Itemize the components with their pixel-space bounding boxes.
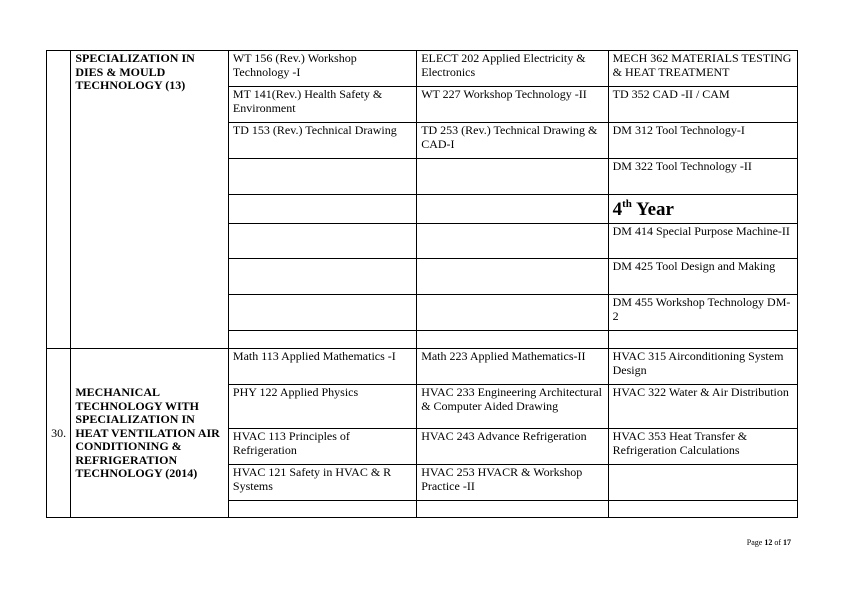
course-cell: HVAC 353 Heat Transfer & Refrigeration Calculations (608, 429, 797, 465)
course-cell: DM 322 Tool Technology -II (608, 159, 797, 195)
course-cell: DM 414 Special Purpose Machine-II (608, 224, 797, 259)
course-cell (228, 195, 416, 224)
course-cell: Math 223 Applied Mathematics-II (417, 349, 608, 385)
empty-cell (608, 331, 797, 349)
year-heading-cell (608, 195, 797, 224)
course-cell: TD 153 (Rev.) Technical Drawing (228, 123, 416, 159)
course-cell (608, 465, 797, 501)
course-cell: HVAC 233 Engineering Architectural & Computer Aided Drawing (417, 385, 608, 429)
serial-number-cell: 30. (47, 349, 71, 518)
course-cell (417, 259, 608, 295)
course-cell (417, 295, 608, 331)
course-cell (228, 259, 416, 295)
course-cell: HVAC 243 Advance Refrigeration (417, 429, 608, 465)
course-cell (228, 159, 416, 195)
empty-cell (228, 331, 416, 349)
course-cell (228, 224, 416, 259)
course-cell: MECH 362 MATERIALS TESTING & HEAT TREATMENT (608, 51, 797, 87)
course-cell: DM 425 Tool Design and Making (608, 259, 797, 295)
course-cell: HVAC 121 Safety in HVAC & R Systems (228, 465, 416, 501)
course-cell (417, 159, 608, 195)
course-cell: TD 253 (Rev.) Technical Drawing & CAD-I (417, 123, 608, 159)
course-cell (417, 224, 608, 259)
course-cell: ELECT 202 Applied Electricity & Electronics (417, 51, 608, 87)
course-cell (228, 501, 416, 518)
course-cell: HVAC 113 Principles of Refrigeration (228, 429, 416, 465)
course-cell (228, 295, 416, 331)
program-title: SPECIALIZATION IN DIES & MOULD TECHNOLOGY (13) (71, 51, 229, 349)
course-cell: HVAC 322 Water & Air Distribution (608, 385, 797, 429)
course-table (46, 50, 798, 518)
course-cell: PHY 122 Applied Physics (228, 385, 416, 429)
course-cell (608, 501, 797, 518)
course-cell: TD 352 CAD -II / CAM (608, 87, 797, 123)
serial-number-cell (47, 51, 71, 349)
program-title: MECHANICAL TECHNOLOGY WITH SPECIALIZATION IN HEAT VENTILATION AIR CONDITIONING & REFRIGERATION TECHNOLOGY (2014) (71, 349, 229, 518)
course-cell: MT 141(Rev.) Health Safety & Environment (228, 87, 416, 123)
course-cell: WT 156 (Rev.) Workshop Technology -I (228, 51, 416, 87)
year-heading: 4th Year (612, 198, 674, 220)
course-cell: DM 455 Workshop Technology DM-2 (608, 295, 797, 331)
course-cell (417, 195, 608, 224)
course-cell (417, 501, 608, 518)
course-cell: Math 113 Applied Mathematics -I (228, 349, 416, 385)
table-row (47, 51, 798, 87)
course-cell: DM 312 Tool Technology-I (608, 123, 797, 159)
page-number: Page 12 of 17 (746, 538, 791, 547)
empty-cell (417, 331, 608, 349)
course-cell: HVAC 315 Airconditioning System Design (608, 349, 797, 385)
course-cell: WT 227 Workshop Technology -II (417, 87, 608, 123)
course-cell: HVAC 253 HVACR & Workshop Practice -II (417, 465, 608, 501)
table-row (47, 349, 798, 385)
